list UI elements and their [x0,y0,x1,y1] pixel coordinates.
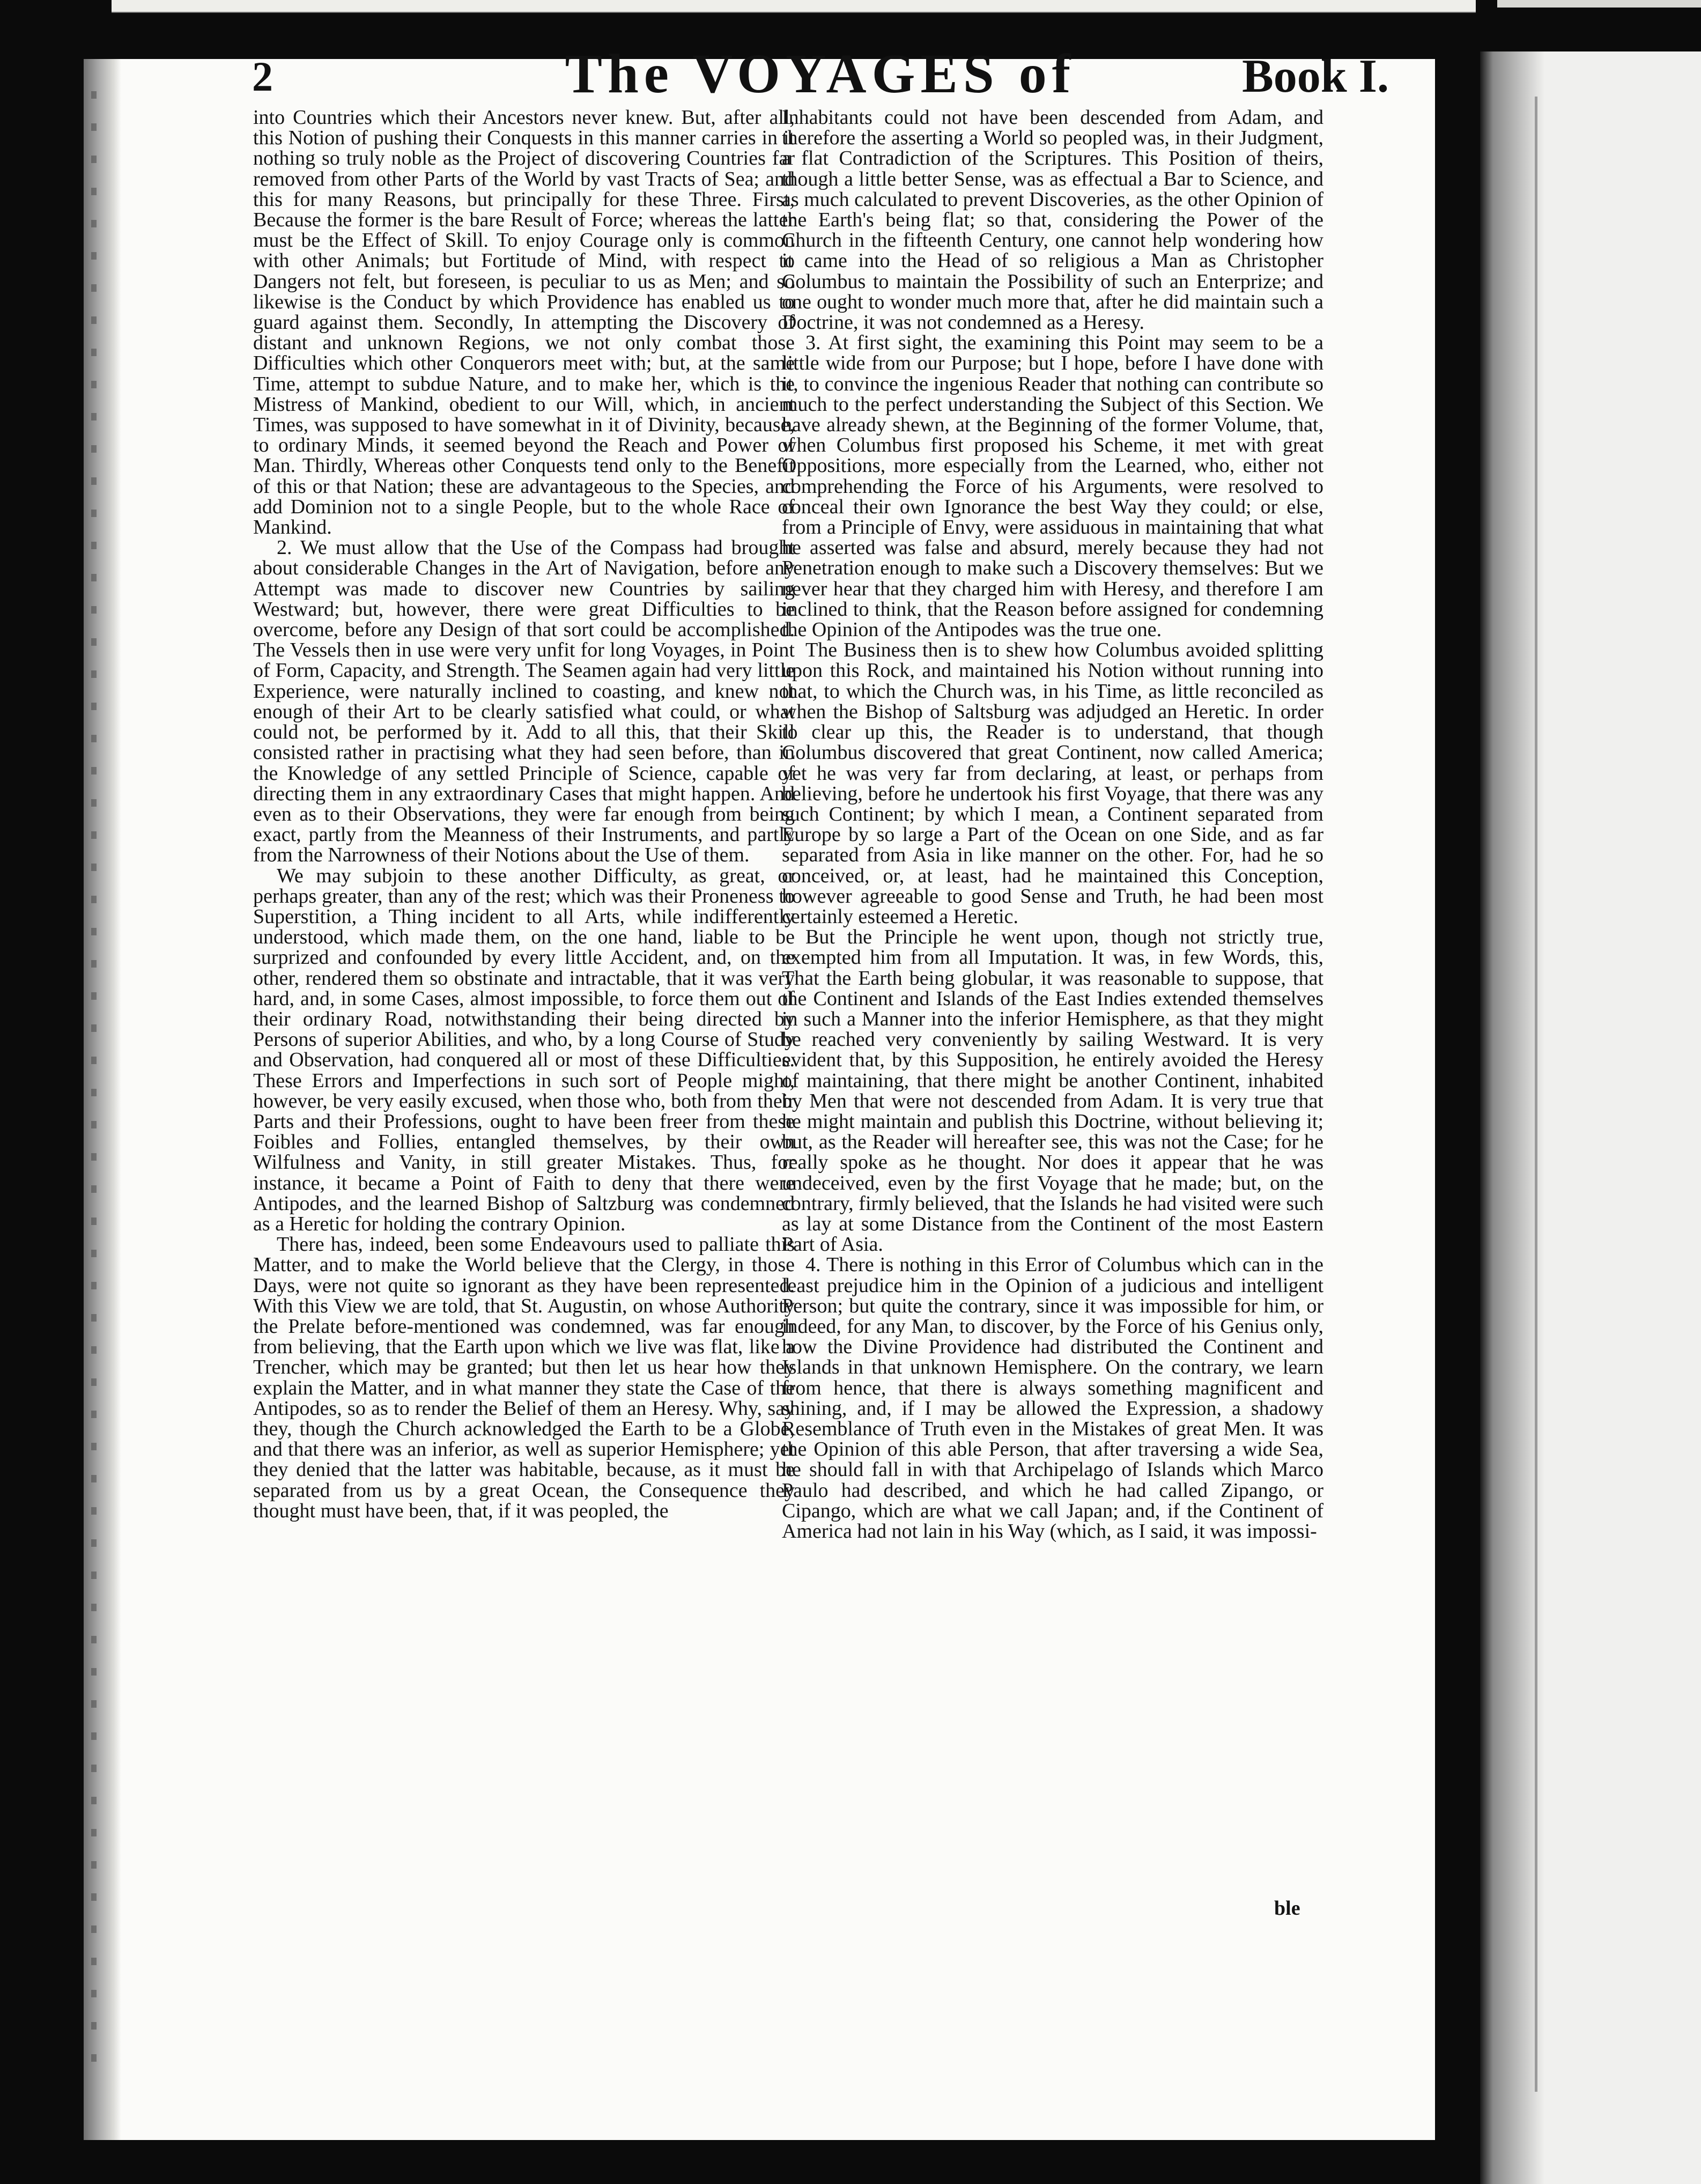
paragraph: into Countries which their Ancestors never knew. But, after all, this Notion of pushing their Conquests in this manner carries in it nothing so truly noble as the Project of discovering Countries far removed from other Parts of the World by vast Tracts of Sea; and this for many Reasons, but principally for these Three. First, Because the former is the bare Result of Force; whereas the latter must be the Effect of Skill. To enjoy Courage only is common with other Animals; but Fortitude of Mind, with respect to Dangers not felt, but foreseen, is peculiar to us as Men; and so likewise is the Conduct by which Providence has enabled us to guard against them. Secondly, In attempting the Discovery of distant and unknown Regions, we not only combat those Difficulties which other Conquerors meet with; but, at the same Time, attempt to subdue Nature, and to make her, which is the Mistress of Mankind, obedient to our Will, which, in ancient Times, was supposed to have somewhat in it of Divinity, because, to ordinary Minds, it seemed beyond the Reach and Power of Man. Thirdly, Whereas other Conquests tend only to the Benefit of this or that Nation; these are advantageous to the Species, and add Dominion not to a single People, but to the whole Race of Mankind. [253,106,795,539]
book-label: Book I. [1242,50,1389,102]
paragraph: 2. We must allow that the Use of the Compass had brought about considerable Changes in the Art of Navigation, before any Attempt was made to discover new Countries by sailing Westward; but, however, there were great Difficulties to be overcome, before any Design of that sort could be accomplished. The Vessels then in use were very unfit for long Voyages, in Point of Form, Capacity, and Strength. The Seamen again had very little Experience, were naturally inclined to coasting, and knew not enough of their Art to be clearly satisfied what could, or what could not, be performed by it. Add to all this, that their Skill consisted rather in practising what they had seen before, than in the Knowledge of any settled Principle of Science, capable of directing them in any extraordinary Cases that might happen. And even as to their Observations, they were far enough from being exact, partly from the Meanness of their Instruments, and partly from the Narrowness of their Notions about the Use of them. [253,536,795,867]
left-text-column [253,107,795,1909]
right-text-column [782,107,1323,1909]
binding-gutter [84,59,121,2140]
paragraph: There has, indeed, been some Endeavours used to palliate this Matter, and to make the World believe that the Clergy, in those Days, were not quite so ignorant as they have been represented. With this View we are told, that St. Augustin, on whose Authority the Prelate before-mentioned was condemned, was far enough from believing, that the Earth upon which we live was flat, like a Trencher, which may be granted; but then let us hear how they explain the Matter, and in what manner they state the Case of the Antipodes, so as to render the Belief of them an Heresy. Why, say they, though the Church acknowledged the Earth to be a Globe, and that there was an inferior, as well as superior Hemisphere; yet they denied that the latter was habitable, because, as it must be separated from us by a great Ocean, the Consequence they thought must have been, that, if it was peopled, the [253,1233,795,1522]
paragraph: 4. There is nothing in this Error of Columbus which can in the least prejudice him in the Opinion of a judicious and intelligent Person; but quite the contrary, since it was impossible for him, or indeed, for any Man, to discover, by the Force of his Genius only, how the Divine Providence had distributed the Continent and Islands in that unknown Hemisphere. On the contrary, we learn from hence, that there is always something magnificent and shining, and, if I may be allowed the Expression, a shadowy Resemblance of Truth even in the Mistakes of great Men. It was the Opinion of this able Person, that after traversing a wide Sea, he should fall in with that Archipelago of Islands which Marco Paulo had described, and which he had called Zipango, or Cipango, which are what we call Japan; and, if the Continent of America had not lain in his Way (which, as I said, it was impossi- [782,1253,1323,1543]
catchword: ble [1274,1897,1300,1920]
paragraph: But the Principle he went upon, though not strictly true, exempted him from all Imputation. It was, in few Words, this, That the Earth being globular, it was reasonable to suppose, that the Continent and Islands of the East Indies extended themselves in such a Manner into the inferior Hemisphere, as that they might be reached very conveniently by sailing Westward. It is very evident that, by this Supposition, he entirely avoided the Heresy of maintaining, that there might be another Continent, inhabited by Men that were not descended from Adam. It is very true that he might maintain and publish this Doctrine, without believing it; but, as the Reader will hereafter see, this was not the Case; for he really spoke as he thought. Nor does it appear that he was undeceived, even by the first Voyage that he made; but, on the contrary, firmly believed, that the Islands he had visited were such as lay at some Distance from the Continent of the most Eastern Part of Asia. [782,926,1323,1256]
page-number: 2 [252,53,273,100]
paragraph: 3. At first sight, the examining this Point may seem to be a little wide from our Purpose; but I hope, before I have done with it, to convince the ingenious Reader that nothing can contribute so much to the perfect understanding the Subject of this Section. We have already shewn, at the Beginning of the former Volume, that, when Columbus first proposed his Scheme, it met with great Oppositions, more especially from the Learned, who, either not comprehending the Force of his Arguments, were resolved to conceal their own Ignorance the best Way they could; or else, from a Principle of Envy, were assiduous in maintaining that what he asserted was false and absurd, merely because they had not Penetration enough to make such a Discovery themselves: But we never hear that they charged him with Heresy, and therefore I am inclined to think, that the Reason before assigned for condemning the Opinion of the Antipodes was the true one. [782,331,1323,641]
paragraph: The Business then is to shew how Columbus avoided splitting upon this Rock, and maintained his Notion without running into that, to which the Church was, in his Time, as little reconciled as when the Bishop of Saltsburg was adjudged an Heretic. In order to clear up this, the Reader is to understand, that though Columbus discovered that great Continent, now called America; yet he was very far from declaring, at least, or perhaps from believing, before he undertook his first Voyage, that there was any such Continent; by which I mean, a Continent separated from Europe by so large a Part of the Ocean on one Side, and as far separated from Asia in like manner on the other. For, had he so conceived, or, at least, had he maintained this Conception, however agreeable to good Sense and Truth, he had been most certainly esteemed a Heretic. [782,639,1323,928]
facing-page-rule [1535,97,1537,2092]
binding-stitch-marks [91,91,97,2076]
top-page-edge [112,0,1476,13]
top-page-edge-right [1497,0,1701,8]
paragraph: We may subjoin to these another Difficulty, as great, or perhaps greater, than any of the rest; which was their Proneness to Superstition, a Thing incident to all Arts, while indifferently understood, which made them, on the one hand, liable to be surprized and confounded by every little Accident, and, on the other, rendered them so obstinate and intractable, that it was very hard, and, in some Cases, almost impossible, to force them out of their ordinary Road, notwithstanding their being directed by Persons of superior Abilities, and who, by a long Course of Study and Observation, had conquered all or most of these Difficulties. These Errors and Imperfections in such sort of People might, however, be very easily excused, when those who, both from their Parts and their Professions, ought to have been freer from these Foibles and Follies, entangled themselves, by their own Wilfulness and Vanity, in still greater Mistakes. Thus, for instance, it became a Point of Faith to deny that there were Antipodes, and the learned Bishop of Saltzburg was condemned as a Heretic for holding the contrary Opinion. [253,864,795,1235]
paragraph: Inhabitants could not have been descended from Adam, and therefore the asserting a World so peopled was, in their Judgment, a flat Contradiction of the Scriptures. This Position of theirs, though a little better Sense, was as effectual a Bar to Science, and as much calculated to prevent Discoveries, as the other Opinion of the Earth's being flat; so that, considering the Power of the Church in the fifteenth Century, one cannot help wondering how it came into the Head of so religious a Man as Christopher Columbus to maintain the Possibility of such an Enterprize; and one ought to wonder much more that, after he did maintain such a Doctrine, it was not condemned as a Heresy. [782,106,1323,334]
running-title: The VOYAGES of [565,43,1076,105]
